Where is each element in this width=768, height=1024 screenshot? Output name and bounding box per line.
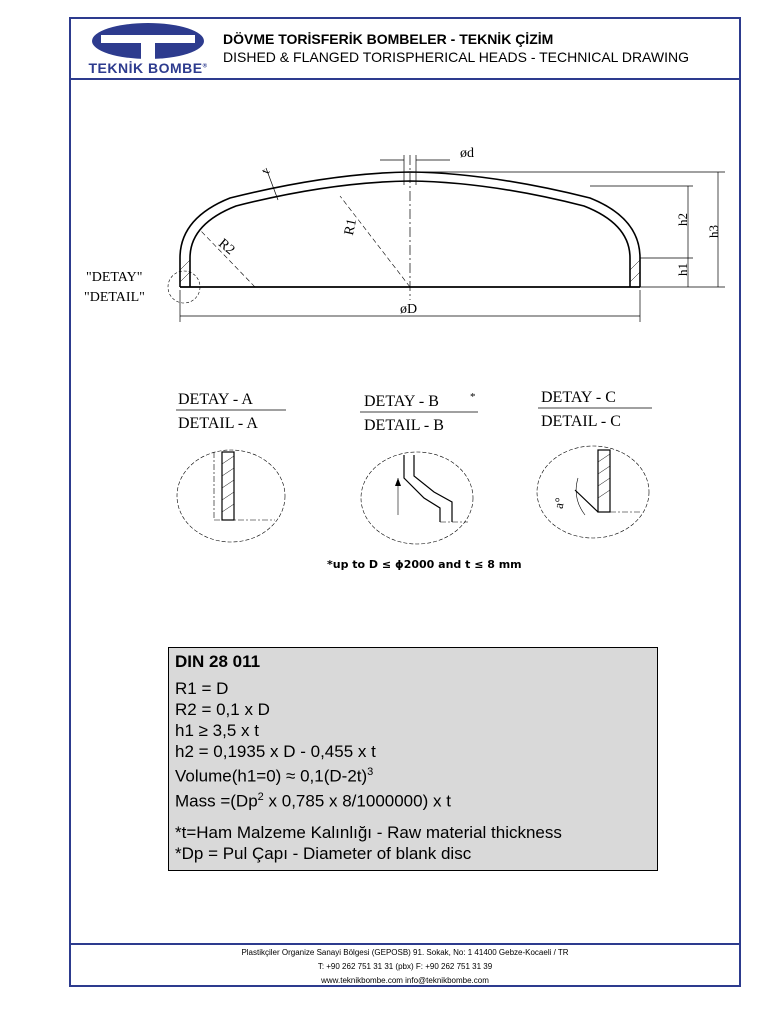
detail-c-angle: a° [550,496,568,510]
detail-c-title-tr: DETAY - C [541,389,616,406]
formula-h1: h1 ≥ 3,5 x t [175,721,259,740]
note-blank-disc: *Dp = Pul Çapı - Diameter of blank disc [175,844,472,864]
footer [69,946,741,988]
formula-volume: Volume(h1=0) ≈ $0,1(D-2t)^3$ [175,766,374,786]
detail-b-title-en: DETAIL - B [364,417,444,434]
detail-c-title-en: DETAIL - C [541,413,621,430]
formula-h2: h2 = 0,1935 x D - 0,455 x t [175,742,376,761]
formula-r2: R2 = 0,1 x D [175,700,270,719]
detail-a-title-tr: DETAY - A [178,391,253,408]
label-detail: "DETAIL" [84,290,145,305]
label-h1: h1 [675,263,690,276]
detail-b-mark: * [470,391,476,403]
label-h2: h2 [675,213,690,226]
footer-divider [71,943,739,945]
label-h3: h3 [706,225,721,238]
logo-text: TEKNİK BOMBE® [88,60,208,76]
formula-title: DIN 28 011 [175,652,261,671]
label-r1: R1 [342,217,361,237]
label-outer-diameter: øD [400,302,418,317]
label-r2: R2 [215,236,238,259]
label-detay: "DETAY" [86,270,143,285]
detail-b-title-tr: DETAY - B [364,393,439,410]
formula-mass: Mass $=(Dp^2$ x 0,785 x 8/1000000) x t [175,790,451,811]
detail-a [176,391,286,542]
label-thickness: t [257,166,273,176]
footer-phone: T: +90 262 751 31 31 (pbx) F: +90 262 751 31 39 [317,962,493,971]
detail-a-title-en: DETAIL - A [178,415,258,432]
note-thickness: *t=Ham Malzeme Kalınlığı - Raw material thickness [175,823,562,843]
footer-web[interactable]: www.teknikbombe.com info@teknikbombe.com [321,976,489,985]
formula-r1: R1 = D [175,679,229,698]
label-small-diameter: ød [460,146,474,161]
title-turkish: DÖVME TORİSFERİK BOMBELER - TEKNİK ÇİZİM [223,31,554,47]
detail-b [360,391,478,544]
title-english: DISHED & FLANGED TORISPHERICAL HEADS - TECHNICAL DRAWING [223,49,689,65]
footnote: *up to D ≤ ϕ2000 and t ≤ 8 mm [327,558,522,571]
detail-c [537,389,652,538]
formula-box [168,647,658,871]
footer-address: Plastikçiler Organize Sanayi Bölgesi (GEPOSB) 91. Sokak, No: 1 41400 Gebze-Kocaeli / TR [241,948,569,957]
